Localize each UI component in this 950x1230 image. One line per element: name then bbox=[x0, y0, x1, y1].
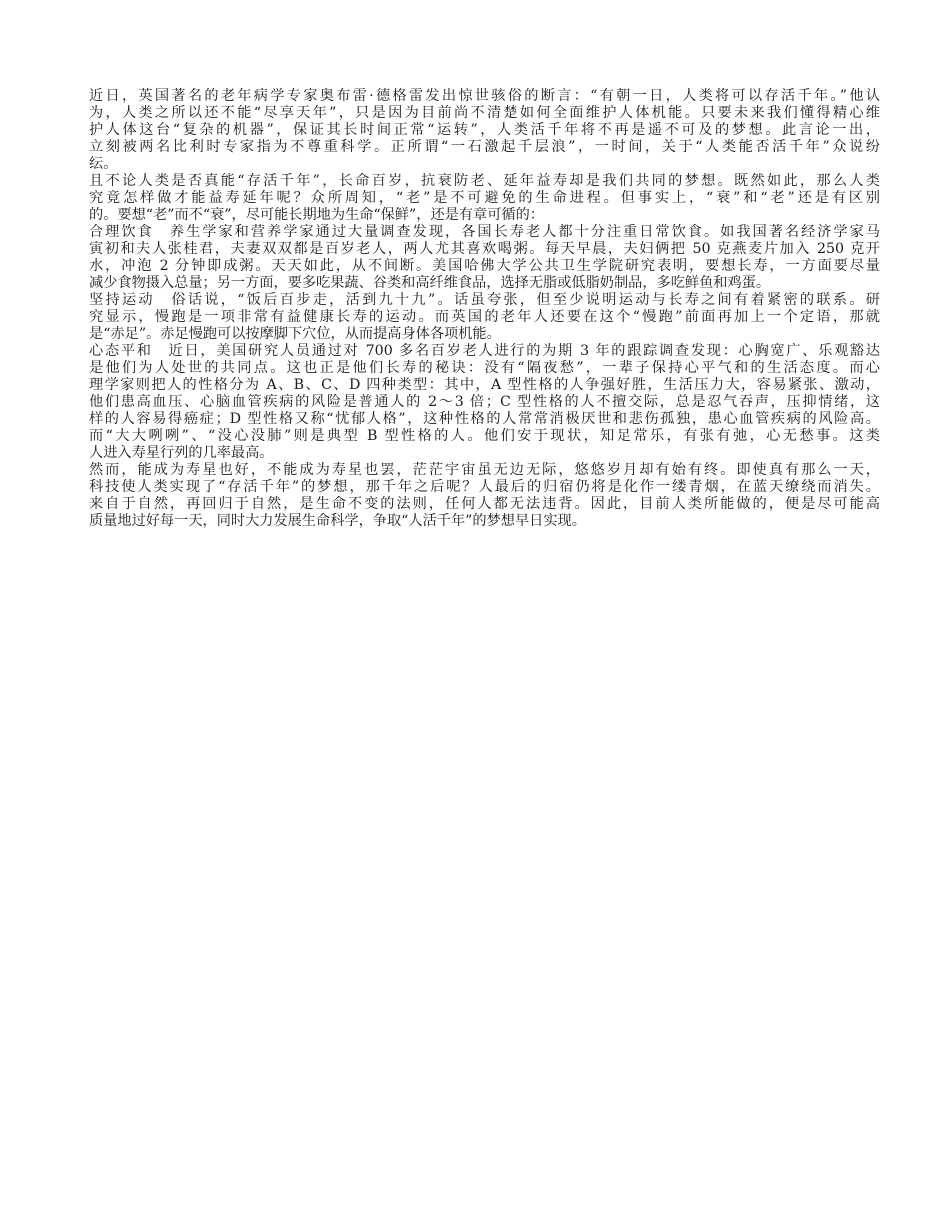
text-line: 他们患高血压、心脑血管疾病的风险是普通人的 2～3 倍；C 型性格的人不擅交际，总是忍气吞声，压抑情绪，这 bbox=[89, 394, 880, 410]
text-line: 人进入寿星行列的几率最高。 bbox=[89, 445, 274, 461]
text-line: 而“大大咧咧”、“没心没肺”则是典型 B 型性格的人。他们安于现状，知足常乐，有张有弛，心无愁事。这类 bbox=[89, 428, 880, 444]
text-line: 纭。 bbox=[89, 156, 118, 172]
text-line: 且不论人类是否真能“存活千年”，长命百岁，抗衰防老、延年益寿却是我们共同的梦想。既然如此，那么人类 bbox=[89, 173, 880, 189]
text-line: 究竟怎样做才能益寿延年呢？众所周知，“老”是不可避免的生命进程。但事实上，“衰”和“老”还是有区别 bbox=[89, 190, 880, 206]
text-line: 理学家则把人的性格分为 A、B、C、D 四种类型：其中，A 型性格的人争强好胜，生活压力大，容易紧张、激动， bbox=[89, 377, 880, 393]
article-body bbox=[89, 88, 880, 530]
text-line: 为，人类之所以还不能“尽享天年”，只是因为目前尚不清楚如何全面维护人体机能。只要未来我们懂得精心维 bbox=[89, 105, 880, 121]
text-line: 是“赤足”。赤足慢跑可以按摩脚下穴位，从而提高身体各项机能。 bbox=[89, 326, 501, 342]
text-line: 护人体这台“复杂的机器”，保证其长时间正常“运转”，人类活千年将不再是遥不可及的梦想。此言论一出， bbox=[89, 122, 880, 138]
text-line: 科技使人类实现了“存活千年”的梦想，那千年之后呢？人最后的归宿仍将是化作一缕青烟，在蓝天缭绕而消失。 bbox=[89, 479, 880, 495]
text-line: 的。要想“老”而不“衰”，尽可能长期地为生命“保鲜”，还是有章可循的： bbox=[89, 207, 544, 223]
text-line: 样的人容易得癌症；D 型性格又称“忧郁人格”，这种性格的人常常消极厌世和悲伤孤独，患心血管疾病的风险高。 bbox=[89, 411, 880, 427]
text-line: 坚持运动 俗话说，“饭后百步走，活到九十九”。话虽夸张，但至少说明运动与长寿之间有着紧密的联系。研 bbox=[89, 292, 880, 308]
text-line: 来自于自然，再回归于自然，是生命不变的法则，任何人都无法违背。因此，目前人类所能做的，便是尽可能高 bbox=[89, 496, 880, 512]
text-line: 究显示，慢跑是一项非常有益健康长寿的运动。而英国的老年人还要在这个“慢跑”前面再加上一个定语，那就 bbox=[89, 309, 880, 325]
text-line: 然而，能成为寿星也好，不能成为寿星也罢，茫茫宇宙虽无边无际，悠悠岁月却有始有终。即使真有那么一天， bbox=[89, 462, 880, 478]
text-line: 是他们为人处世的共同点。这也正是他们长寿的秘诀：没有“隔夜愁”，一辈子保持心平气和的生活态度。而心 bbox=[89, 360, 880, 376]
text-line: 减少食物摄入总量；另一方面，要多吃果蔬、谷类和高纤维食品，选择无脂或低脂奶制品，多吃鲜鱼和鸡蛋。 bbox=[89, 275, 771, 291]
text-line: 立刻被两名比利时专家指为不尊重科学。正所谓“一石激起千层浪”，一时间，关于“人类能否活千年”众说纷 bbox=[89, 139, 880, 155]
text-line: 水，冲泡 2 分钟即成粥。天天如此，从不间断。美国哈佛大学公共卫生学院研究表明，要想长寿，一方面要尽量 bbox=[89, 258, 880, 274]
text-line: 近日，英国著名的老年病学专家奥布雷·德格雷发出惊世骇俗的断言：“有朝一日，人类将可以存活千年。”他认 bbox=[89, 88, 880, 104]
text-line: 心态平和 近日，美国研究人员通过对 700 多名百岁老人进行的为期 3 年的跟踪调查发现：心胸宽广、乐观豁达 bbox=[89, 343, 880, 359]
text-line: 寅初和夫人张桂君，夫妻双双都是百岁老人，两人尤其喜欢喝粥。每天早晨，夫妇俩把 50 克燕麦片加入 250 克开 bbox=[89, 241, 880, 257]
text-line: 合理饮食 养生学家和营养学家通过大量调查发现，各国长寿老人都十分注重日常饮食。如我国著名经济学家马 bbox=[89, 224, 880, 240]
text-line: 质量地过好每一天，同时大力发展生命科学，争取“人活千年”的梦想早日实现。 bbox=[89, 513, 586, 529]
